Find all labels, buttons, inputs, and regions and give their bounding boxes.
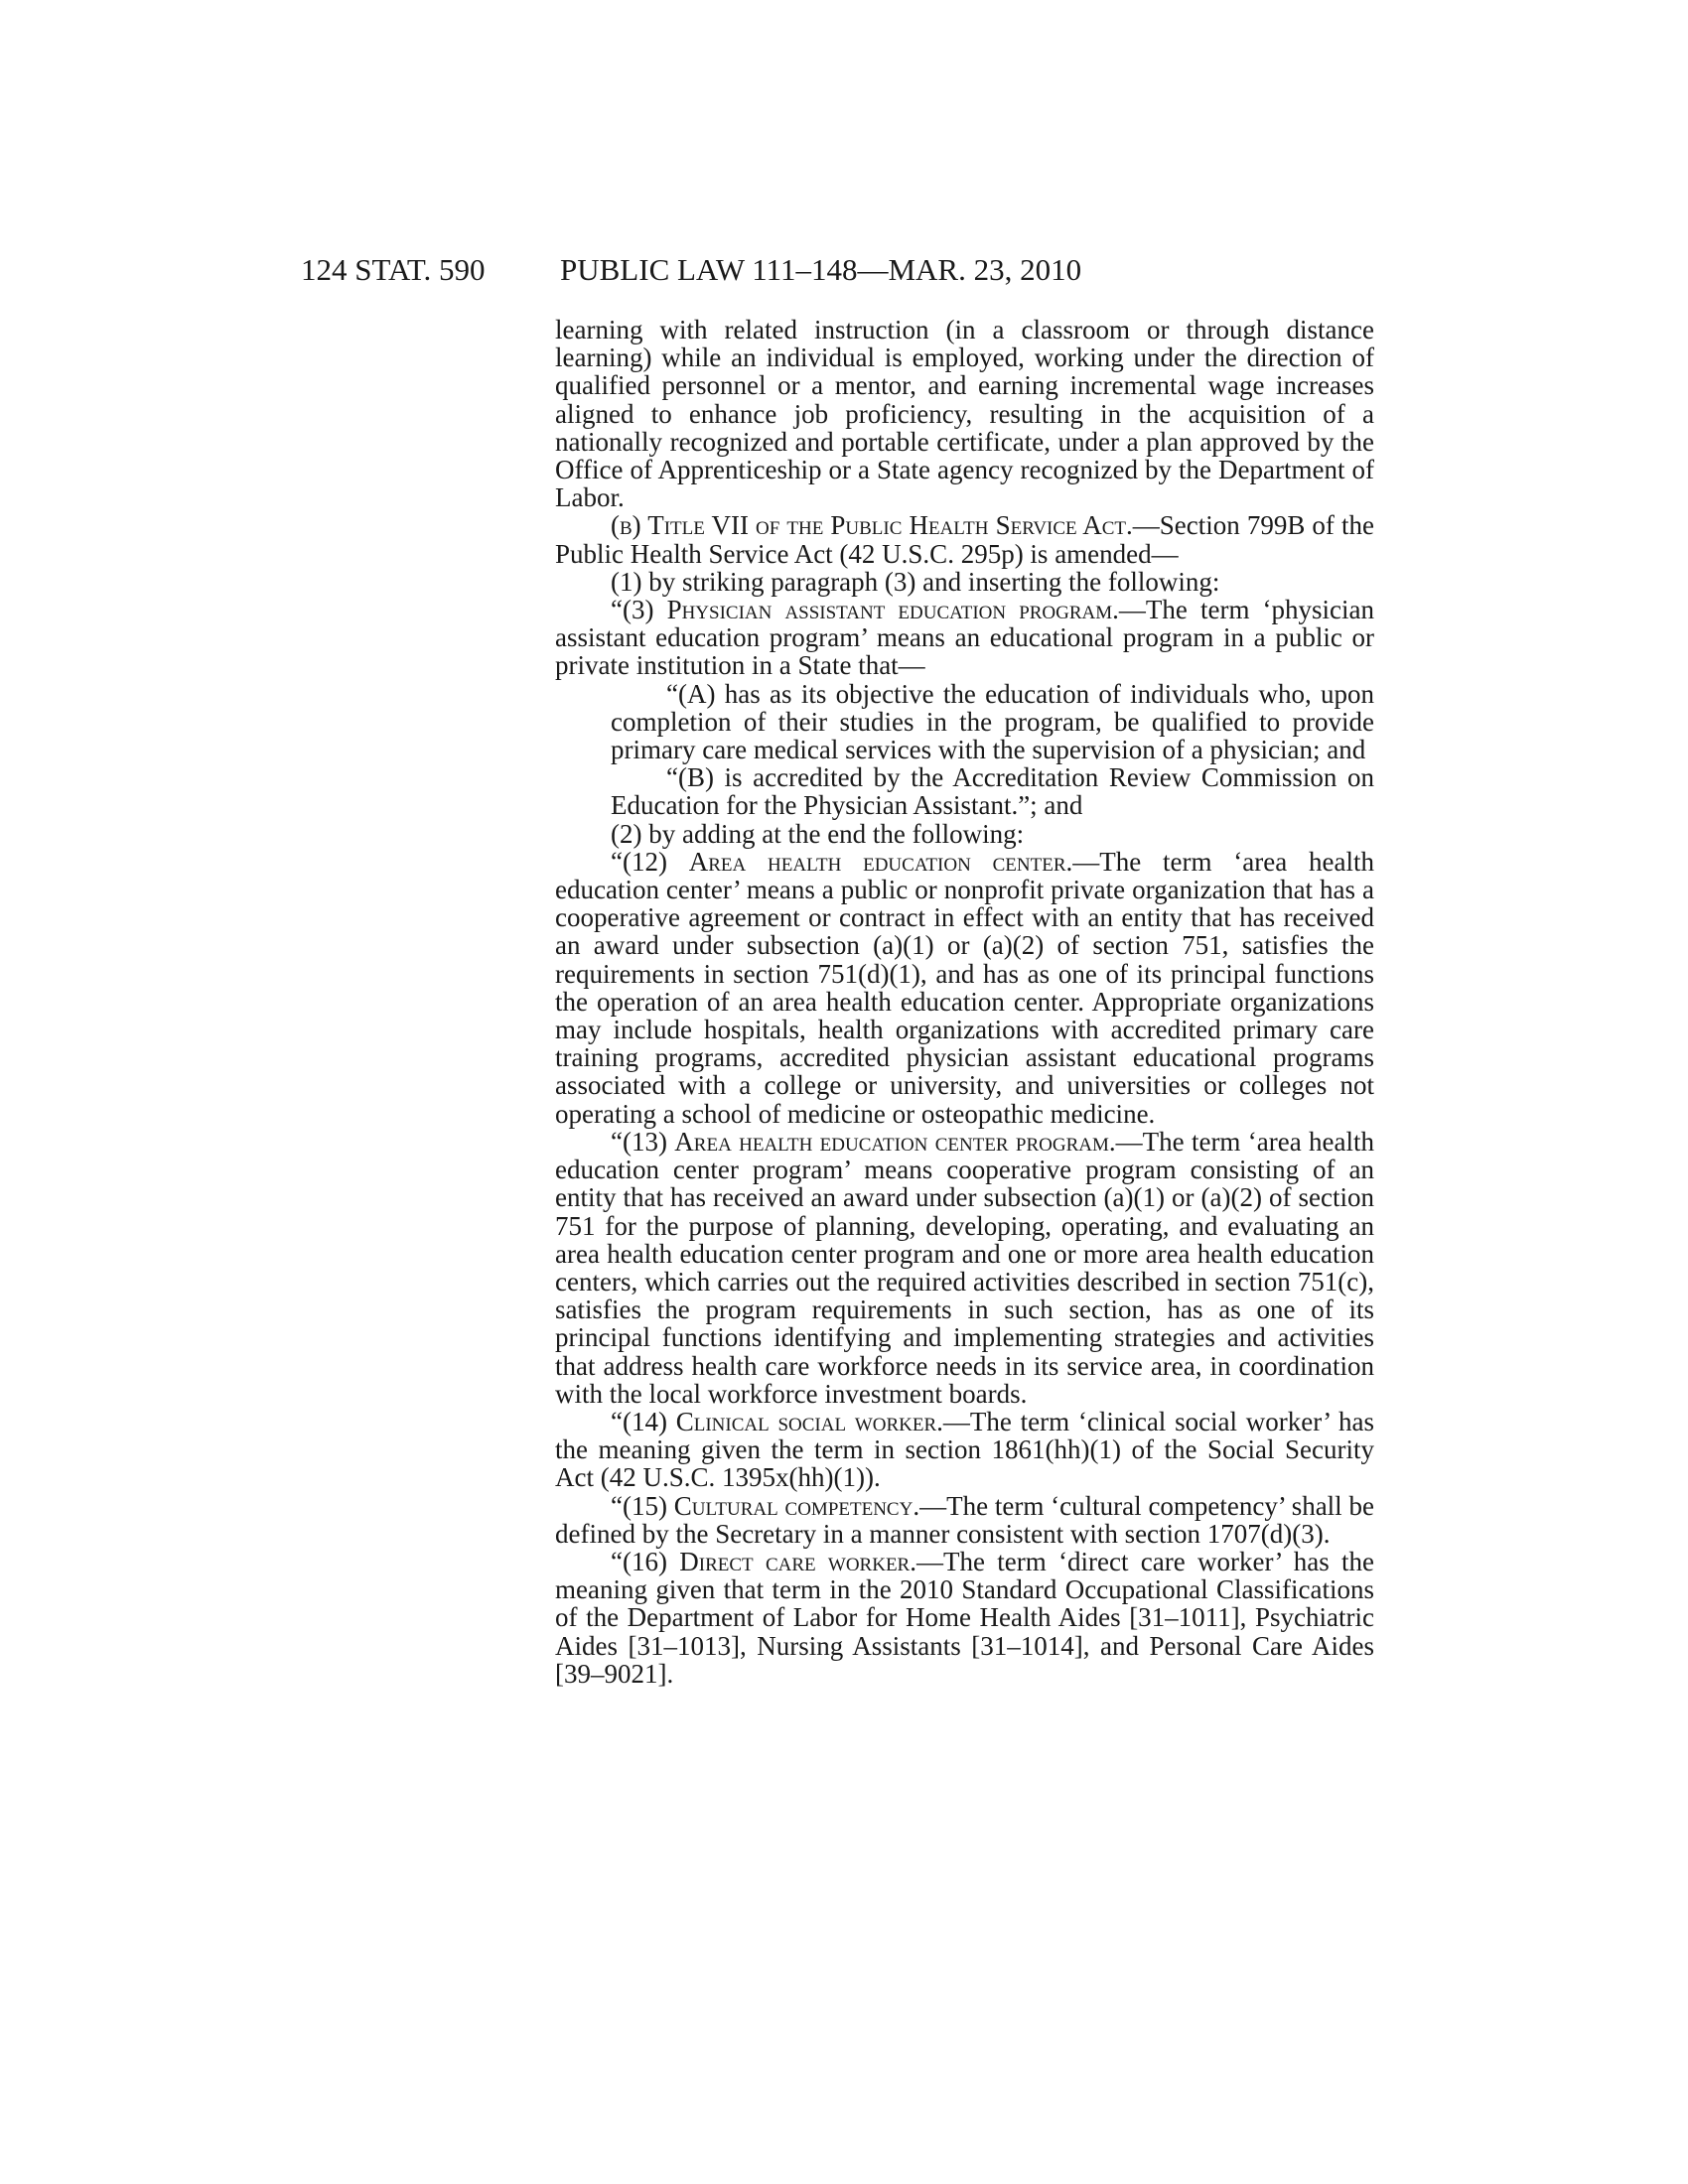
definition-12-heading: Area health education center. (688, 846, 1073, 877)
definition-3-clause-a: “(A) has as its objective the education of individuals who, upon completion of their studies in the program, be qualified to provide primary care medical services with the supervision of a physician; and (611, 678, 1374, 765)
definition-3-heading: Physician assistant education program. (666, 595, 1119, 625)
subsection-b-heading: (b) Title VII of the Public Health Service Act. (611, 510, 1133, 541)
public-law-citation: PUBLIC LAW 111–148—MAR. 23, 2010 (560, 252, 1082, 287)
definition-15 (555, 1492, 1374, 1548)
continuation-paragraph: learning with related instruction (in a classroom or through distance learning) while an individual is employed, working under the direction of qualified personnel or a mentor, and earning incremental wage increases aligned to enhance job proficiency, resulting in the acquisition of a nationally recognized and portable certificate, under a plan approved by the Office of Apprenticeship or a State agency recognized by the Department of Labor. (555, 315, 1374, 513)
definition-13-number: “(13) (611, 1126, 675, 1157)
item-2: (2) by adding at the end the following: (611, 818, 1025, 849)
definition-15-heading: Cultural competency. (673, 1490, 920, 1521)
definition-12 (555, 848, 1374, 1128)
definition-12-text: —The term ‘area health education center’ means a public or nonprofit private organization that has a cooperative agreement or contract in effect with an entity that has received an award under subsection (a)(1) or (a)(2) of section 751, satisfies the requirements in section 751(d)(1), and has as one of its principal functions the operation of an area health education center. Appropriate organizations may include hospitals, health organizations with accredited primary care training programs, accredited physician assistant educational programs associated with a college or university, and universities or colleges not operating a school of medicine or osteopathic medicine. (555, 846, 1374, 1129)
definition-16-text: —The term ‘direct care worker’ has the meaning given that term in the 2010 Standard Occupational Classifications of the Department of Labor for Home Health Aides [31–1011], Psychiatric Aides [31–1013], Nursing Assistants [31–1014], and Personal Care Aides [39–9021]. (555, 1546, 1375, 1689)
definition-13 (555, 1128, 1374, 1408)
item-1: (1) by striking paragraph (3) and inserting the following: (611, 566, 1220, 597)
definition-3-clause-b: “(B) is accredited by the Accreditation Review Commission on Education for the Physician Assistant.”; and (611, 762, 1374, 821)
definition-12-number: “(12) (611, 846, 689, 877)
subsection-b (555, 511, 1374, 567)
definition-3 (555, 596, 1374, 680)
definition-13-text: —The term ‘area health education center program’ means cooperative program consisting of an entity that has received an award under subsection (a)(1) or (a)(2) of section 751 for the purpose of planning, developing, operating, and evaluating an area health education center program and one or more area health education centers, which carries out the required activities described in section 751(c), satisfies the program requirements in such section, has as one of its principal functions identifying and implementing strategies and activities that address health care workforce needs in its service area, in coordination with the local workforce investment boards. (555, 1126, 1374, 1409)
definition-15-text: —The term ‘cultural competency’ shall be defined by the Secretary in a manner consistent with section 1707(d)(3). (555, 1490, 1374, 1549)
definition-16-heading: Direct care worker. (679, 1546, 916, 1576)
subsection-b-text: —Section 799B of the Public Health Service Act (42 U.S.C. 295p) is amended— (555, 510, 1374, 569)
statute-page-number: 124 STAT. 590 (301, 252, 486, 287)
definition-14-heading: Clinical social worker. (675, 1406, 943, 1436)
definition-3-text: —The term ‘physician assistant education program’ means an educational program in a public or private institution in a State that— (555, 595, 1375, 681)
definition-16 (555, 1548, 1374, 1688)
page-header (0, 250, 1688, 290)
definition-14-text: —The term ‘clinical social worker’ has the meaning given the term in section 1861(hh)(1) of the Social Security Act (42 U.S.C. 1395x(hh)(1)). (555, 1406, 1374, 1493)
definition-14 (555, 1408, 1374, 1492)
definition-3-number: “(3) (611, 595, 667, 625)
definition-15-number: “(15) (611, 1490, 674, 1521)
definition-13-heading: Area health education center program. (674, 1126, 1116, 1157)
definition-16-number: “(16) (611, 1546, 680, 1576)
document-body (555, 316, 1374, 1688)
definition-14-number: “(14) (611, 1406, 676, 1436)
